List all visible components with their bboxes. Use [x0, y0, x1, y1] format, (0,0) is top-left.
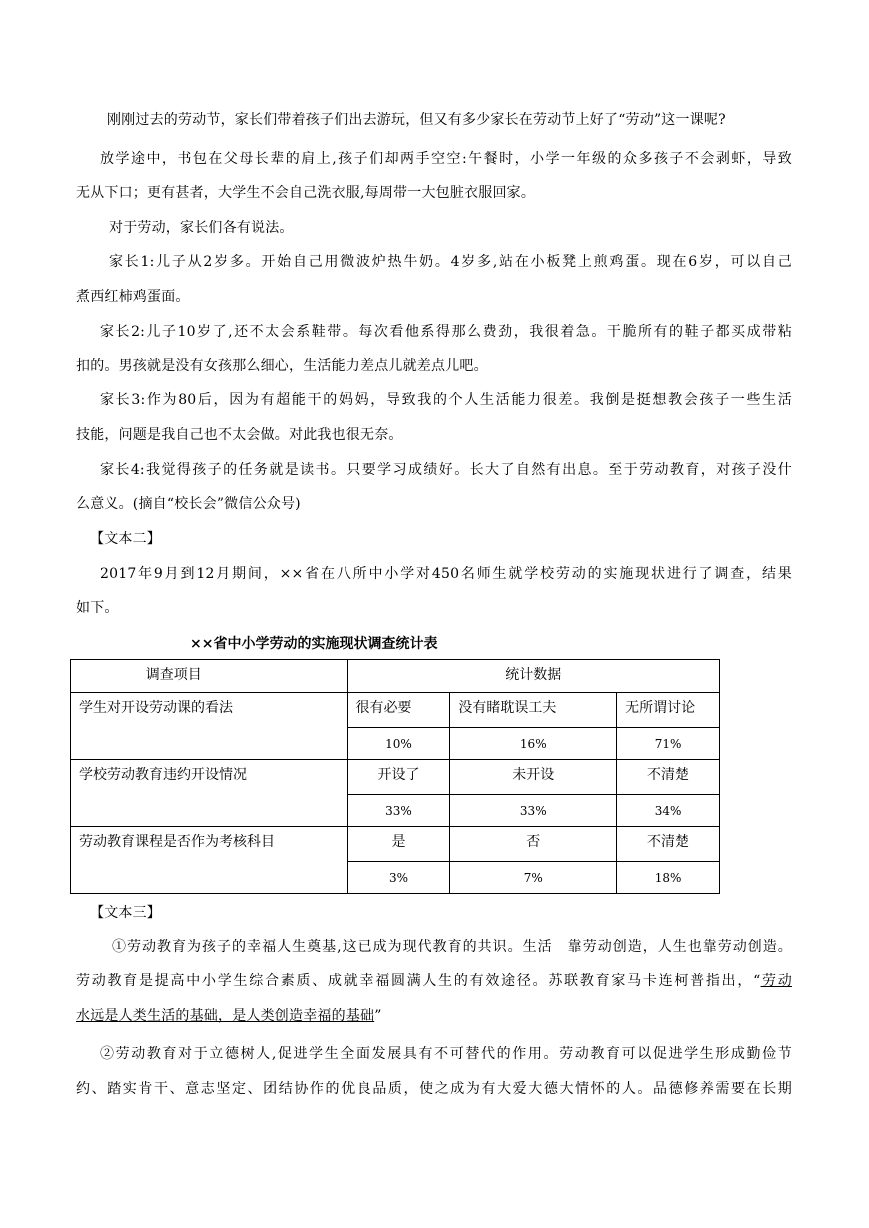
- paragraph-parent4-line2: 么意义。(摘自“校长会”微信公众号): [76, 496, 301, 512]
- option-cell: 开设了: [347, 760, 450, 795]
- survey-table: [70, 659, 720, 894]
- value-cell: 3%: [347, 862, 450, 894]
- paragraph-after-school-line1: 放学途中，书包在父母长辈的肩上,孩子们却两手空空:午餐时，小学一年级的众多孩子不会剥虾，导致: [100, 151, 792, 167]
- value-cell: 34%: [617, 795, 720, 827]
- paragraph-moral-line2: 约、踏实肯干、意志坚定、团结协作的优良品质，使之成为有大爱大德大情怀的人。品德修养需要在长期: [76, 1081, 792, 1097]
- option-cell: 是: [347, 827, 450, 862]
- header-stats: 统计数据: [347, 660, 719, 693]
- quote-underlined-end: 水远是人类生活的基础，是人类创造幸福的基础: [76, 1008, 375, 1024]
- value-cell: 16%: [450, 728, 617, 760]
- value-cell: 18%: [617, 862, 720, 894]
- paragraph-after-school-line2: 无从下口；更有甚者，大学生不会自己洗衣服,每周带一大包脏衣服回家。: [76, 185, 536, 201]
- table-header-row: [71, 660, 720, 693]
- value-cell: 33%: [450, 795, 617, 827]
- option-cell: 不清楚: [617, 760, 720, 795]
- value-cell: 10%: [347, 728, 450, 760]
- table-title: ××省中小学劳动的实施现状调查统计表: [190, 636, 438, 652]
- option-cell: 很有必要: [347, 693, 450, 728]
- paragraph-parent2-line1: 家长2:儿子10岁了,还不太会系鞋带。每次看他系得那么费劲，我很着急。干脆所有的鞋子都买成带粘: [100, 324, 792, 340]
- value-cell: 71%: [617, 728, 720, 760]
- paragraph-parent2-line2: 扣的。男孩就是没有女孩那么细心，生活能力差点儿就差点儿吧。: [76, 358, 488, 374]
- paragraph-labor-day: 刚刚过去的劳动节，家长们带着孩子们出去游玩，但又有多少家长在劳动节上好了“劳动”这一课呢?: [107, 112, 726, 128]
- option-cell: 没有睹耽误工夫: [450, 693, 617, 728]
- option-cell: 否: [450, 827, 617, 862]
- paragraph-parent3-line2: 技能，问题是我自己也不太会做。对此我也很无奈。: [76, 427, 403, 443]
- paragraph-happiness-line3: [76, 1006, 792, 1026]
- quote-close-mark: ”: [374, 1008, 382, 1024]
- paragraph-parent1-line1: 家长1:儿子从2岁多。开始自己用微波炉热牛奶。4岁多,站在小板凳上煎鸡蛋。现在6岁，可以自己: [109, 254, 792, 270]
- paragraph-moral-line1: ②劳动教育对于立德树人,促进学生全面发展具有不可替代的作用。劳动教育可以促进学生形成勤俭节: [100, 1046, 792, 1062]
- table-row: [71, 760, 720, 795]
- paragraph-parent1-line2: 煮西红柿鸡蛋面。: [76, 289, 190, 305]
- paragraph-parents-opinions: 对于劳动，家长们各有说法。: [109, 220, 294, 236]
- option-cell: 无所谓讨论: [617, 693, 720, 728]
- quote-underlined-start: 劳动: [760, 973, 792, 989]
- paragraph-happiness-line2: [76, 971, 792, 991]
- text2-heading: 【文本二】: [90, 531, 161, 547]
- paragraph-parent4-line1: 家长4:我觉得孩子的任务就是读书。只要学习成绩好。长大了自然有出息。至于劳动教育，对孩子没什: [100, 462, 792, 478]
- paragraph-parent3-line1: 家长3:作为80后，因为有超能干的妈妈，导致我的个人生活能力很差。我倒是挺想教会孩子一些生活: [100, 392, 792, 408]
- happiness-line2-text: 劳动教育是提高中小学生综合素质、成就幸福圆满人生的有效途径。苏联教育家马卡连柯普指出，“: [76, 973, 761, 989]
- row-item: 学校劳动教育违约开设情况: [71, 760, 348, 827]
- paragraph-survey-line1: 2017年9月到12月期间，××省在八所中小学对450名师生就学校劳动的实施现状进行了调查，结果: [100, 566, 792, 582]
- value-cell: 7%: [450, 862, 617, 894]
- table-row: [71, 693, 720, 728]
- option-cell: 未开设: [450, 760, 617, 795]
- text3-heading: 【文本三】: [90, 905, 161, 921]
- paragraph-survey-line2: 如下。: [76, 600, 119, 616]
- header-item: 调查项目: [71, 660, 348, 693]
- row-item: 劳动教育课程是否作为考核科目: [71, 827, 348, 894]
- paragraph-happiness-line1: ①劳动教育为孩子的幸福人生奠基,这已成为现代教育的共识。生活 靠劳动创造，人生也靠劳动创造。: [112, 939, 792, 955]
- table-row: [71, 827, 720, 862]
- option-cell: 不清楚: [617, 827, 720, 862]
- row-item: 学生对开设劳动课的看法: [71, 693, 348, 760]
- value-cell: 33%: [347, 795, 450, 827]
